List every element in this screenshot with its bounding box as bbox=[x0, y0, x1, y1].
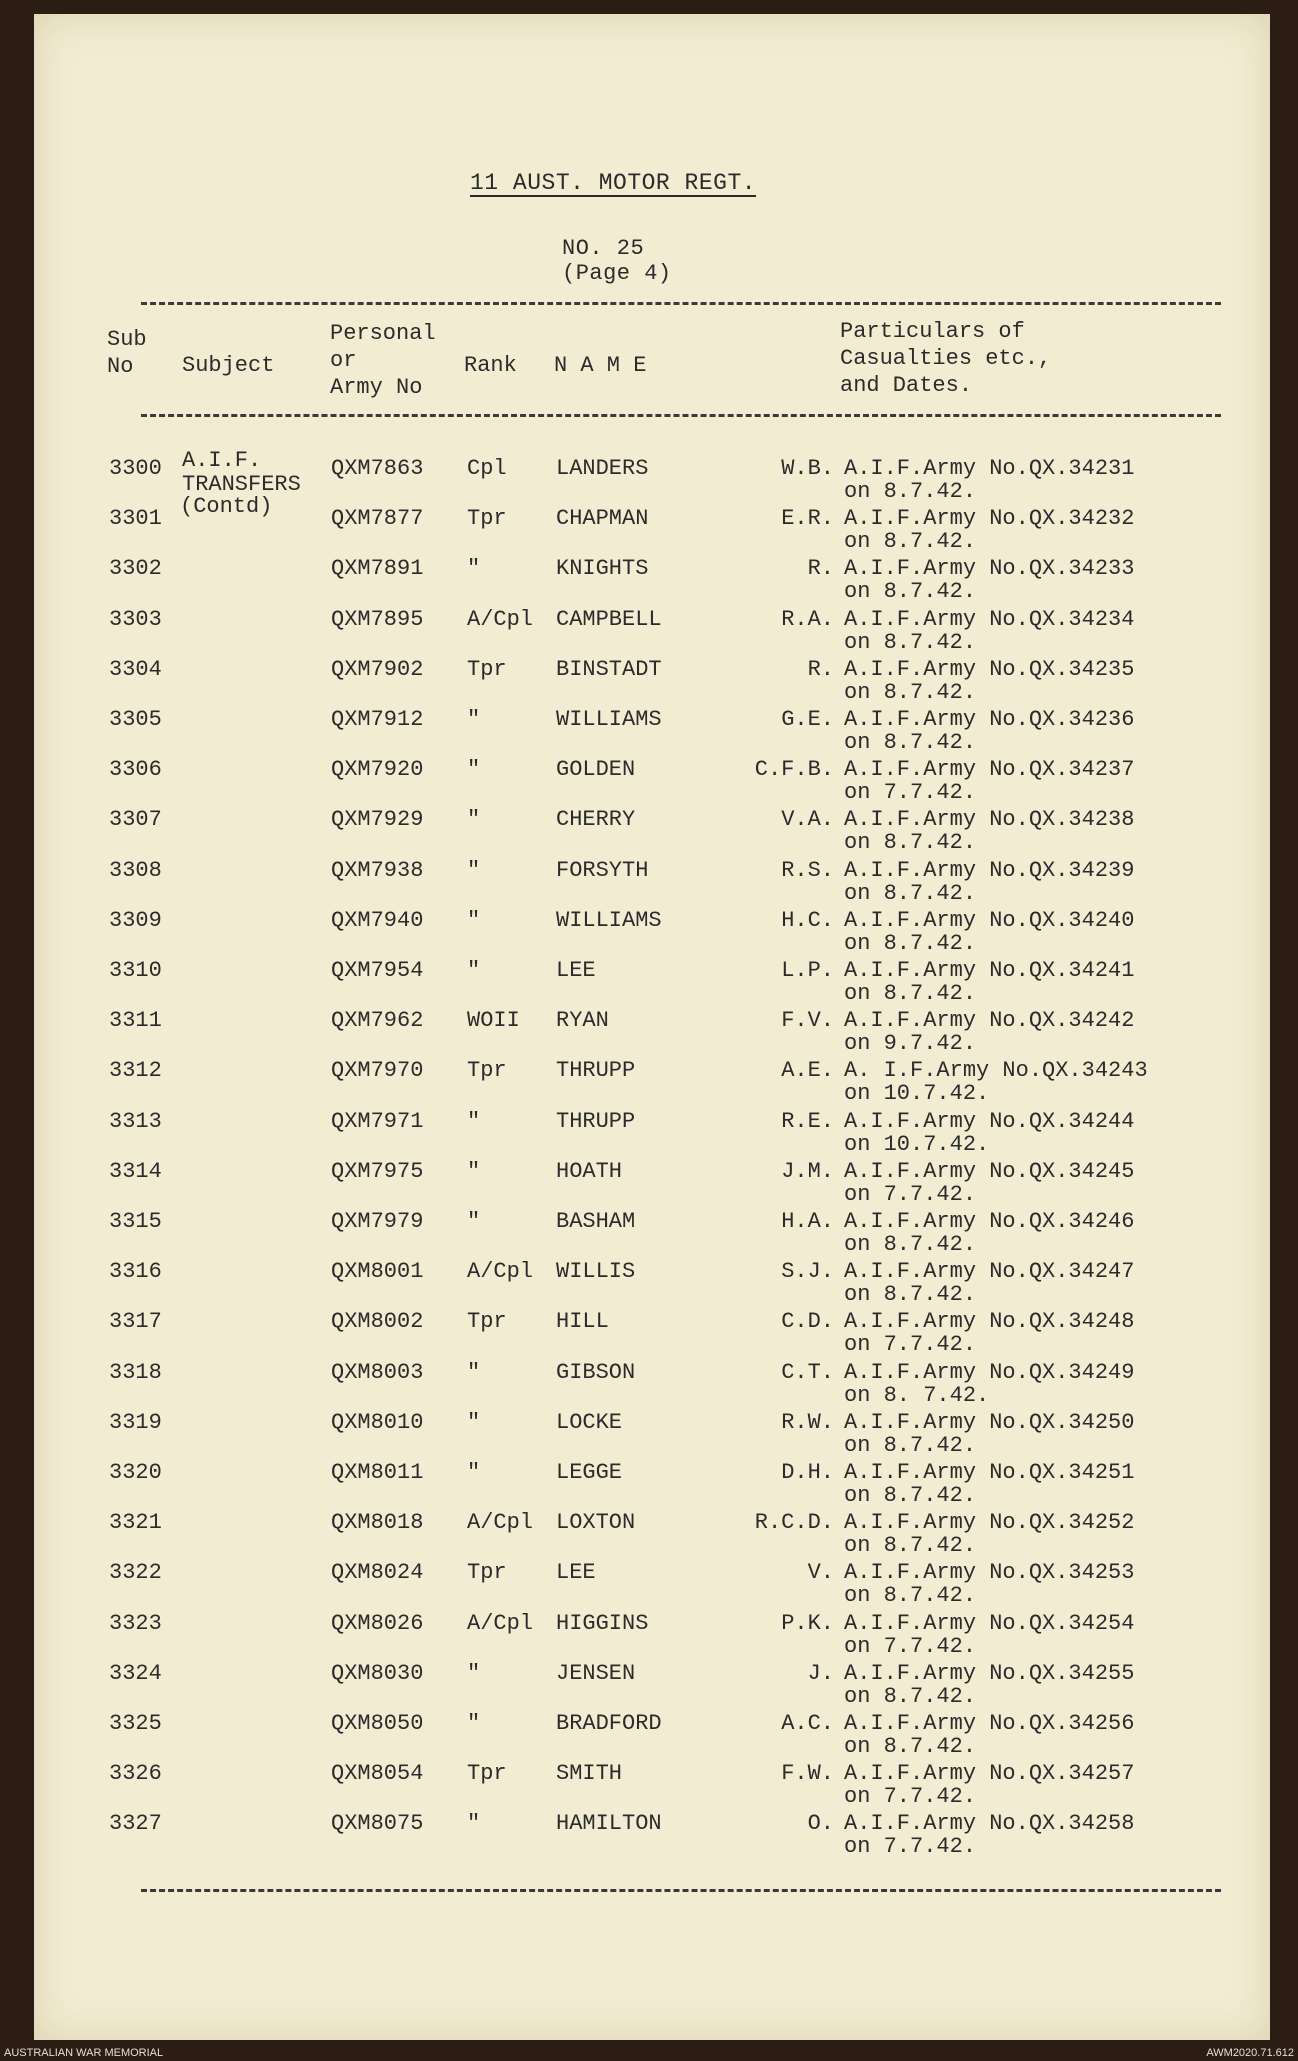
personal-no: QXM8024 bbox=[331, 1560, 424, 1586]
particulars-line1: A.I.F.Army No.QX.34252 bbox=[844, 1510, 1135, 1536]
surname: WILLIAMS bbox=[556, 907, 662, 933]
initials: J. bbox=[807, 1660, 834, 1686]
header-bottom-rule bbox=[141, 414, 1221, 417]
sub-no: 3318 bbox=[109, 1359, 162, 1385]
col-header-subject: Subject bbox=[182, 353, 275, 378]
surname: JENSEN bbox=[556, 1660, 636, 1686]
subject-line2: TRANSFERS bbox=[182, 472, 301, 497]
surname: HIGGINS bbox=[556, 1610, 649, 1636]
surname: BINSTADT bbox=[556, 656, 662, 682]
rank: " bbox=[467, 857, 481, 883]
sub-no: 3311 bbox=[109, 1008, 162, 1034]
personal-no: QXM8026 bbox=[331, 1610, 424, 1636]
table-row bbox=[34, 908, 1270, 958]
rank: " bbox=[467, 757, 481, 783]
personal-no: QXM8075 bbox=[331, 1811, 424, 1837]
particulars-line2: on 8.7.42. bbox=[844, 1583, 977, 1609]
table-row bbox=[34, 456, 1270, 506]
col-header-particulars-line2: Casualties etc., bbox=[840, 346, 1052, 371]
personal-no: QXM8030 bbox=[331, 1660, 424, 1686]
initials: D.H. bbox=[781, 1460, 834, 1485]
col-header-particulars-line1: Particulars of bbox=[840, 319, 1025, 344]
rank: WOII bbox=[467, 1008, 520, 1034]
surname: LANDERS bbox=[556, 456, 649, 481]
surname: WILLIS bbox=[556, 1259, 636, 1285]
sub-no: 3306 bbox=[109, 757, 162, 783]
archive-credit: AUSTRALIAN WAR MEMORIAL bbox=[4, 2047, 164, 2059]
initials: R.S. bbox=[781, 857, 834, 883]
rank: " bbox=[467, 958, 481, 983]
particulars-line2: on 7.7.42. bbox=[844, 1332, 977, 1358]
particulars-line2: on 8. 7.42. bbox=[844, 1382, 990, 1408]
particulars-line2: on 8.7.42. bbox=[844, 730, 977, 755]
particulars-line1: A.I.F.Army No.QX.34253 bbox=[844, 1560, 1135, 1586]
particulars-line2: on 8.7.42. bbox=[844, 679, 977, 705]
initials: L.P. bbox=[781, 958, 834, 983]
sub-no: 3317 bbox=[109, 1309, 162, 1335]
col-header-sub-line2: No bbox=[107, 354, 134, 379]
particulars-line1: A.I.F.Army No.QX.34239 bbox=[844, 857, 1135, 883]
particulars-line2: on 8.7.42. bbox=[844, 1533, 977, 1559]
sub-no: 3324 bbox=[109, 1660, 162, 1686]
particulars-line1: A.I.F.Army No.QX.34233 bbox=[844, 556, 1135, 582]
personal-no: QXM7975 bbox=[331, 1158, 424, 1184]
table-row bbox=[34, 1309, 1270, 1359]
table-row bbox=[34, 1711, 1270, 1761]
rank: " bbox=[467, 907, 481, 933]
document-title: 11 AUST. MOTOR REGT. bbox=[470, 170, 757, 196]
surname: WILLIAMS bbox=[556, 707, 662, 732]
particulars-line2: on 10.7.42. bbox=[844, 1131, 990, 1157]
initials: O. bbox=[807, 1811, 834, 1837]
particulars-line2: on 7.7.42. bbox=[844, 780, 977, 806]
particulars-line1: A.I.F.Army No.QX.34247 bbox=[844, 1259, 1135, 1285]
sub-no: 3312 bbox=[109, 1058, 162, 1084]
particulars-line2: on 8.7.42. bbox=[844, 1734, 977, 1759]
surname: CHERRY bbox=[556, 807, 636, 833]
subject-line3: (Contd) bbox=[180, 494, 273, 519]
surname: LEGGE bbox=[556, 1460, 623, 1485]
personal-no: QXM8018 bbox=[331, 1510, 424, 1536]
table-row bbox=[34, 1510, 1270, 1560]
surname: GIBSON bbox=[556, 1359, 636, 1385]
table-row bbox=[34, 1560, 1270, 1610]
personal-no: QXM8003 bbox=[331, 1359, 424, 1385]
col-header-personal-line2: or bbox=[330, 348, 357, 373]
table-row bbox=[34, 1410, 1270, 1460]
particulars-line1: A.I.F.Army No.QX.34234 bbox=[844, 606, 1135, 632]
rank: Tpr bbox=[467, 506, 507, 532]
table-row bbox=[34, 707, 1270, 757]
personal-no: QXM7891 bbox=[331, 556, 424, 582]
table-row bbox=[34, 506, 1270, 556]
particulars-line1: A.I.F.Army No.QX.34255 bbox=[844, 1660, 1135, 1686]
particulars-line1: A.I.F.Army No.QX.34232 bbox=[844, 506, 1135, 532]
surname: RYAN bbox=[556, 1008, 609, 1034]
table-row bbox=[34, 1109, 1270, 1159]
rank: " bbox=[467, 1660, 481, 1686]
personal-no: QXM7938 bbox=[331, 857, 424, 883]
table-row bbox=[34, 1811, 1270, 1861]
sub-no: 3308 bbox=[109, 857, 162, 883]
col-header-rank: Rank bbox=[464, 353, 517, 378]
table-row bbox=[34, 757, 1270, 807]
rank: " bbox=[467, 1409, 481, 1435]
sub-no: 3327 bbox=[109, 1811, 162, 1837]
particulars-line1: A.I.F.Army No.QX.34231 bbox=[844, 456, 1135, 481]
table-row bbox=[34, 556, 1270, 606]
rank: " bbox=[467, 1811, 481, 1837]
rank: " bbox=[467, 1359, 481, 1385]
initials: R. bbox=[807, 656, 834, 682]
initials: V. bbox=[807, 1560, 834, 1586]
surname: THRUPP bbox=[556, 1058, 636, 1084]
sub-no: 3304 bbox=[109, 656, 162, 682]
particulars-line1: A.I.F.Army No.QX.34248 bbox=[844, 1309, 1135, 1335]
particulars-line2: on 8.7.42. bbox=[844, 479, 977, 504]
personal-no: QXM7971 bbox=[331, 1108, 424, 1134]
particulars-line2: on 9.7.42. bbox=[844, 1031, 977, 1057]
initials: C.D. bbox=[781, 1309, 834, 1335]
sub-no: 3303 bbox=[109, 606, 162, 632]
table-row bbox=[34, 1058, 1270, 1108]
surname: HILL bbox=[556, 1309, 609, 1335]
initials: A.C. bbox=[781, 1711, 834, 1736]
particulars-line1: A.I.F.Army No.QX.34241 bbox=[844, 958, 1135, 983]
personal-no: QXM7863 bbox=[331, 456, 424, 481]
surname: KNIGHTS bbox=[556, 556, 649, 582]
rank: Tpr bbox=[467, 1761, 507, 1787]
personal-no: QXM7970 bbox=[331, 1058, 424, 1084]
bottom-rule bbox=[141, 1889, 1221, 1892]
rank: Tpr bbox=[467, 1058, 507, 1084]
sub-no: 3320 bbox=[109, 1460, 162, 1485]
subject-line1: A.I.F. bbox=[182, 448, 262, 473]
particulars-line2: on 8.7.42. bbox=[844, 529, 977, 555]
particulars-line2: on 8.7.42. bbox=[844, 1432, 977, 1458]
personal-no: QXM7895 bbox=[331, 606, 424, 632]
table-row bbox=[34, 858, 1270, 908]
col-header-sub-line1: Sub bbox=[107, 327, 147, 352]
col-header-personal-line3: Army No bbox=[330, 375, 423, 400]
initials: P.K. bbox=[781, 1610, 834, 1636]
rank: " bbox=[467, 556, 481, 582]
personal-no: QXM7940 bbox=[331, 907, 424, 933]
sub-no: 3316 bbox=[109, 1259, 162, 1285]
rank: " bbox=[467, 1460, 481, 1485]
sub-no: 3307 bbox=[109, 807, 162, 833]
particulars-line2: on 8.7.42. bbox=[844, 1282, 977, 1308]
particulars-line1: A.I.F.Army No.QX.34236 bbox=[844, 707, 1135, 732]
surname: GOLDEN bbox=[556, 757, 636, 783]
surname: LEE bbox=[556, 958, 596, 983]
rank: A/Cpl bbox=[467, 1259, 534, 1285]
rank: Cpl bbox=[467, 456, 507, 481]
particulars-line2: on 7.7.42. bbox=[844, 1784, 977, 1810]
initials: C.T. bbox=[781, 1359, 834, 1385]
particulars-line1: A.I.F.Army No.QX.34237 bbox=[844, 757, 1135, 783]
initials: R.E. bbox=[781, 1108, 834, 1134]
particulars-line2: on 8.7.42. bbox=[844, 830, 977, 856]
personal-no: QXM7929 bbox=[331, 807, 424, 833]
surname: THRUPP bbox=[556, 1108, 636, 1134]
particulars-line2: on 8.7.42. bbox=[844, 880, 977, 906]
personal-no: QXM8050 bbox=[331, 1711, 424, 1736]
surname: FORSYTH bbox=[556, 857, 649, 883]
archive-accession-number: AWM2020.71.612 bbox=[1206, 2047, 1294, 2059]
surname: SMITH bbox=[556, 1761, 623, 1787]
particulars-line2: on 8.7.42. bbox=[844, 1232, 977, 1257]
table-row bbox=[34, 1008, 1270, 1058]
table-row bbox=[34, 607, 1270, 657]
initials: R. bbox=[807, 556, 834, 582]
surname: BASHAM bbox=[556, 1209, 636, 1234]
initials: S.J. bbox=[781, 1259, 834, 1285]
rank: " bbox=[467, 807, 481, 833]
rank: " bbox=[467, 1158, 481, 1184]
sub-no: 3319 bbox=[109, 1409, 162, 1435]
surname: HOATH bbox=[556, 1158, 623, 1184]
surname: LOXTON bbox=[556, 1510, 636, 1536]
surname: CAMPBELL bbox=[556, 606, 662, 632]
initials: E.R. bbox=[781, 506, 834, 532]
personal-no: QXM8002 bbox=[331, 1309, 424, 1335]
particulars-line1: A.I.F.Army No.QX.34244 bbox=[844, 1108, 1135, 1134]
sub-no: 3321 bbox=[109, 1510, 162, 1536]
rank: A/Cpl bbox=[467, 1510, 534, 1536]
particulars-line1: A.I.F.Army No.QX.34254 bbox=[844, 1610, 1135, 1636]
sub-no: 3313 bbox=[109, 1108, 162, 1134]
personal-no: QXM7877 bbox=[331, 506, 424, 532]
particulars-line1: A.I.F.Army No.QX.34235 bbox=[844, 656, 1135, 682]
initials: R.C.D. bbox=[754, 1510, 834, 1536]
initials: F.W. bbox=[781, 1761, 834, 1787]
particulars-line2: on 7.7.42. bbox=[844, 1181, 977, 1207]
initials: R.A. bbox=[781, 606, 834, 632]
sub-no: 3309 bbox=[109, 907, 162, 933]
rank: " bbox=[467, 1108, 481, 1134]
sub-no: 3325 bbox=[109, 1711, 162, 1736]
table-row bbox=[34, 1661, 1270, 1711]
col-header-particulars bbox=[840, 318, 1051, 399]
col-header-name: N A M E bbox=[554, 353, 647, 378]
personal-no: QXM8001 bbox=[331, 1259, 424, 1285]
rank: " bbox=[467, 1711, 481, 1736]
personal-no: QXM7954 bbox=[331, 958, 424, 983]
document-sheet bbox=[34, 14, 1270, 2040]
header-top-rule bbox=[141, 302, 1221, 305]
table-row bbox=[34, 1360, 1270, 1410]
particulars-line2: on 8.7.42. bbox=[844, 981, 977, 1006]
particulars-line1: A.I.F.Army No.QX.34258 bbox=[844, 1811, 1135, 1837]
initials: J.M. bbox=[781, 1158, 834, 1184]
surname: CHAPMAN bbox=[556, 506, 649, 532]
personal-no: QXM8010 bbox=[331, 1409, 424, 1435]
rank: Tpr bbox=[467, 1560, 507, 1586]
initials: C.F.B. bbox=[754, 757, 834, 783]
particulars-line1: A.I.F.Army No.QX.34250 bbox=[844, 1409, 1135, 1435]
particulars-line1: A. I.F.Army No.QX.34243 bbox=[844, 1058, 1148, 1084]
table-row bbox=[34, 1259, 1270, 1309]
personal-no: QXM7962 bbox=[331, 1008, 424, 1034]
initials: G.E. bbox=[781, 707, 834, 732]
col-header-personal-line1: Personal bbox=[330, 321, 436, 346]
personal-no: QXM8011 bbox=[331, 1460, 424, 1485]
table-row bbox=[34, 1611, 1270, 1661]
particulars-line2: on 8.7.42. bbox=[844, 1483, 977, 1508]
personal-no: QXM7902 bbox=[331, 656, 424, 682]
initials: F.V. bbox=[781, 1008, 834, 1034]
col-header-sub-no bbox=[107, 326, 147, 380]
initials: H.A. bbox=[781, 1209, 834, 1234]
sub-no: 3305 bbox=[109, 707, 162, 732]
table-row bbox=[34, 958, 1270, 1008]
particulars-line2: on 8.7.42. bbox=[844, 629, 977, 655]
particulars-line1: A.I.F.Army No.QX.34249 bbox=[844, 1359, 1135, 1385]
particulars-line1: A.I.F.Army No.QX.34245 bbox=[844, 1158, 1135, 1184]
particulars-line1: A.I.F.Army No.QX.34242 bbox=[844, 1008, 1135, 1034]
table-row bbox=[34, 1209, 1270, 1259]
table-row bbox=[34, 657, 1270, 707]
initials: V.A. bbox=[781, 807, 834, 833]
sub-no: 3323 bbox=[109, 1610, 162, 1636]
rank: Tpr bbox=[467, 1309, 507, 1335]
particulars-line1: A.I.F.Army No.QX.34256 bbox=[844, 1711, 1135, 1736]
particulars-line2: on 7.7.42. bbox=[844, 1633, 977, 1659]
initials: H.C. bbox=[781, 907, 834, 933]
particulars-line2: on 8.7.42. bbox=[844, 579, 977, 605]
table-row bbox=[34, 1460, 1270, 1510]
particulars-line2: on 8.7.42. bbox=[844, 930, 977, 956]
rank: A/Cpl bbox=[467, 1610, 534, 1636]
col-header-particulars-line3: and Dates. bbox=[840, 373, 973, 398]
rank: A/Cpl bbox=[467, 606, 534, 632]
initials: A.E. bbox=[781, 1058, 834, 1084]
surname: LOCKE bbox=[556, 1409, 623, 1435]
particulars-line1: A.I.F.Army No.QX.34238 bbox=[844, 807, 1135, 833]
personal-no: QXM7920 bbox=[331, 757, 424, 783]
initials: R.W. bbox=[781, 1409, 834, 1435]
table-row bbox=[34, 807, 1270, 857]
particulars-line1: A.I.F.Army No.QX.34257 bbox=[844, 1761, 1135, 1787]
sub-no: 3300 bbox=[109, 456, 162, 481]
sub-no: 3301 bbox=[109, 506, 162, 532]
surname: BRADFORD bbox=[556, 1711, 662, 1736]
document-number: NO. 25 bbox=[562, 236, 645, 261]
particulars-line1: A.I.F.Army No.QX.34240 bbox=[844, 907, 1135, 933]
particulars-line2: on 8.7.42. bbox=[844, 1683, 977, 1709]
initials: W.B. bbox=[781, 456, 834, 481]
particulars-line1: A.I.F.Army No.QX.34246 bbox=[844, 1209, 1135, 1234]
sub-no: 3302 bbox=[109, 556, 162, 582]
table-row bbox=[34, 1761, 1270, 1811]
rank: " bbox=[467, 1209, 481, 1234]
personal-no: QXM7912 bbox=[331, 707, 424, 732]
page-number: (Page 4) bbox=[562, 261, 672, 286]
particulars-line2: on 10.7.42. bbox=[844, 1081, 990, 1107]
table-row bbox=[34, 1159, 1270, 1209]
sub-no: 3315 bbox=[109, 1209, 162, 1234]
col-header-personal bbox=[330, 320, 436, 401]
sub-no: 3326 bbox=[109, 1761, 162, 1787]
sub-no: 3322 bbox=[109, 1560, 162, 1586]
personal-no: QXM8054 bbox=[331, 1761, 424, 1787]
particulars-line2: on 7.7.42. bbox=[844, 1834, 977, 1860]
particulars-line1: A.I.F.Army No.QX.34251 bbox=[844, 1460, 1135, 1485]
sub-no: 3310 bbox=[109, 958, 162, 983]
rank: " bbox=[467, 707, 481, 732]
personal-no: QXM7979 bbox=[331, 1209, 424, 1234]
surname: HAMILTON bbox=[556, 1811, 662, 1837]
rank: Tpr bbox=[467, 656, 507, 682]
surname: LEE bbox=[556, 1560, 596, 1586]
sub-no: 3314 bbox=[109, 1158, 162, 1184]
